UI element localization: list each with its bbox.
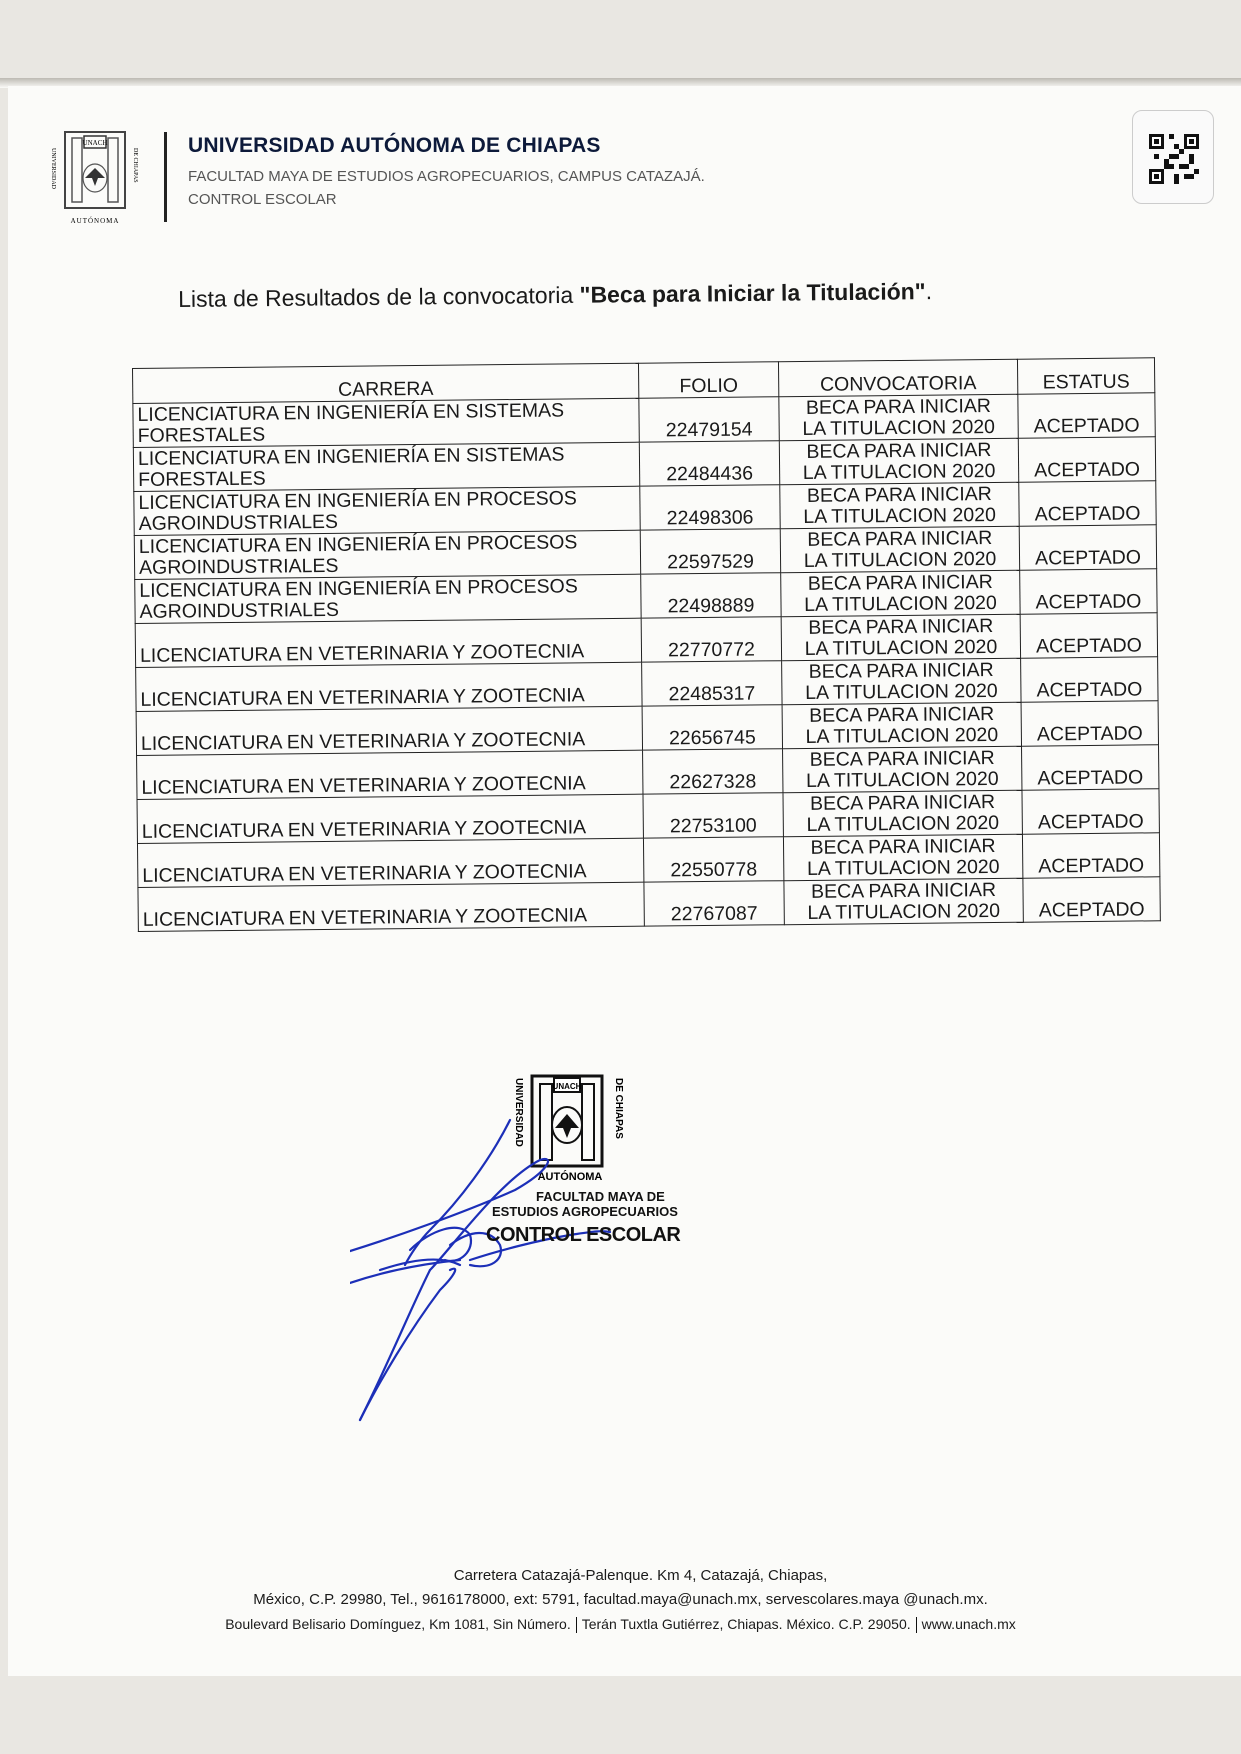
university-logo	[40, 128, 150, 228]
cell-carrera	[137, 794, 643, 843]
cell-convocatoria	[783, 790, 1022, 837]
cell-estatus: ACEPTADO	[1022, 789, 1159, 834]
convocatoria-line: LA TITULACION 2020	[803, 547, 997, 572]
carrera-line: AGROINDUSTRIALES	[138, 554, 339, 579]
footer-main-campus	[0, 1616, 1241, 1633]
convocatoria-line: LA TITULACION 2020	[804, 635, 998, 660]
footer-address: Carretera Catazajá-Palenque. Km 4, Catazajá, Chiapas,	[453, 1567, 828, 1584]
convocatoria-line: LA TITULACION 2020	[805, 679, 998, 704]
footer-contact: México, C.P. 29980, Tel., 9616178000, ext: 5791, facultad.maya@unach.mx, servescolares.maya @unach.mx.	[253, 1591, 988, 1608]
carrera-line: LICENCIATURA EN VETERINARIA Y ZOOTECNIA	[142, 904, 588, 931]
convocatoria-line: BECA PARA INICIAR	[810, 790, 996, 815]
convocatoria-line: BECA PARA INICIAR	[807, 570, 993, 595]
cell-estatus: ACEPTADO	[1019, 481, 1156, 526]
stamp-line-2: ESTUDIOS AGROPECUARIOS	[492, 1204, 678, 1219]
convocatoria-line: LA TITULACION 2020	[802, 459, 996, 484]
carrera-line: LICENCIATURA EN VETERINARIA Y ZOOTECNIA	[140, 684, 585, 711]
convocatoria-line: BECA PARA INICIAR	[806, 439, 992, 463]
cell-carrera	[137, 750, 643, 799]
cell-folio: 22550778	[643, 837, 783, 882]
header-estatus: ESTATUS	[1017, 358, 1154, 394]
cell-estatus: ACEPTADO	[1020, 613, 1157, 658]
cell-estatus: ACEPTADO	[1021, 657, 1158, 702]
footer-website: www.unach.mx	[921, 1616, 1016, 1632]
cell-folio: 22753100	[643, 793, 783, 838]
carrera-line: LICENCIATURA EN INGENIERÍA EN PROCESOS	[138, 531, 578, 558]
convocatoria-line: BECA PARA INICIAR	[810, 834, 996, 859]
cell-carrera	[138, 882, 644, 931]
carrera-line: LICENCIATURA EN VETERINARIA Y ZOOTECNIA	[142, 860, 587, 887]
convocatoria-line: LA TITULACION 2020	[807, 899, 1001, 924]
cell-convocatoria	[779, 394, 1018, 441]
carrera-line: LICENCIATURA EN INGENIERÍA EN PROCESOS	[138, 487, 577, 514]
cell-folio: 22498306	[640, 485, 780, 530]
logo-side-left: UNIVERSIDAD	[50, 148, 56, 189]
university-name: UNIVERSIDAD AUTÓNOMA DE CHIAPAS	[188, 134, 601, 157]
cell-folio: 22498889	[641, 573, 781, 618]
convocatoria-line: BECA PARA INICIAR	[807, 527, 993, 551]
cell-carrera	[135, 574, 641, 623]
footer-city: Terán Tuxtla Gutiérrez, Chiapas. México. C.P. 29050.	[581, 1616, 911, 1632]
stamp-line-1: FACULTAD MAYA DE	[536, 1189, 665, 1204]
footer-separator	[576, 1617, 577, 1633]
convocatoria-line: LA TITULACION 2020	[803, 503, 996, 528]
cell-carrera	[133, 398, 639, 447]
cell-convocatoria	[781, 614, 1020, 661]
convocatoria-line: LA TITULACION 2020	[805, 723, 999, 748]
stamp-side-right: DE CHIAPAS	[613, 1078, 624, 1139]
cell-convocatoria	[783, 746, 1022, 793]
carrera-line: LICENCIATURA EN VETERINARIA Y ZOOTECNIA	[140, 728, 586, 755]
convocatoria-line: BECA PARA INICIAR	[808, 614, 994, 639]
cell-convocatoria	[782, 702, 1021, 749]
convocatoria-line: BECA PARA INICIAR	[809, 746, 995, 771]
carrera-line: LICENCIATURA EN INGENIERÍA EN SISTEMAS	[137, 399, 565, 426]
cell-carrera	[133, 442, 639, 491]
logo-text: UNACH	[82, 139, 108, 147]
stamp-bottom-text: AUTÓNOMA	[537, 1171, 603, 1183]
cell-folio: 22597529	[640, 529, 780, 574]
qr-code	[1132, 110, 1214, 204]
cell-carrera	[134, 486, 640, 535]
cell-folio: 22656745	[642, 705, 782, 750]
faculty-name: FACULTAD MAYA DE ESTUDIOS AGROPECUARIOS, CAMPUS CATAZAJÁ.	[188, 168, 705, 185]
cell-carrera	[135, 618, 641, 667]
cell-estatus: ACEPTADO	[1019, 525, 1156, 570]
cell-folio: 22767087	[644, 881, 784, 926]
header-folio: FOLIO	[638, 362, 778, 398]
footer-boulevard: Boulevard Belisario Domínguez, Km 1081, Sin Número.	[225, 1616, 571, 1632]
convocatoria-line: BECA PARA INICIAR	[806, 483, 992, 507]
convocatoria-line: LA TITULACION 2020	[806, 855, 1000, 880]
cell-convocatoria	[784, 878, 1023, 925]
cell-estatus: ACEPTADO	[1023, 877, 1160, 922]
stamp-side-left: UNIVERSIDAD	[513, 1078, 524, 1147]
convocatoria-line: LA TITULACION 2020	[806, 811, 1000, 836]
cell-estatus: ACEPTADO	[1021, 701, 1158, 746]
carrera-line: LICENCIATURA EN VETERINARIA Y ZOOTECNIA	[139, 640, 585, 667]
carrera-line: AGROINDUSTRIALES	[138, 510, 339, 535]
convocatoria-line: BECA PARA INICIAR	[809, 702, 995, 727]
header-convocatoria: CONVOCATORIA	[778, 359, 1017, 397]
title-emphasis: "Beca para Iniciar la Titulación"	[579, 278, 926, 308]
cell-convocatoria	[780, 526, 1019, 573]
department-name: CONTROL ESCOLAR	[188, 191, 337, 208]
title-prefix: Lista de Resultados de la convocatoria	[178, 281, 580, 312]
cell-convocatoria	[781, 570, 1020, 617]
carrera-line: LICENCIATURA EN VETERINARIA Y ZOOTECNIA	[141, 816, 587, 843]
convocatoria-line: BECA PARA INICIAR	[808, 658, 994, 683]
cell-folio: 22627328	[643, 749, 783, 794]
cell-estatus: ACEPTADO	[1018, 437, 1155, 482]
carrera-line: FORESTALES	[137, 423, 266, 447]
carrera-line: AGROINDUSTRIALES	[139, 598, 340, 623]
cell-folio: 22479154	[639, 397, 779, 442]
cell-folio: 22485317	[642, 661, 782, 706]
cell-folio: 22484436	[639, 441, 779, 486]
carrera-line: LICENCIATURA EN INGENIERÍA EN SISTEMAS	[137, 443, 565, 470]
cell-estatus: ACEPTADO	[1022, 745, 1159, 790]
cell-estatus: ACEPTADO	[1018, 393, 1155, 438]
convocatoria-line: LA TITULACION 2020	[805, 767, 999, 792]
convocatoria-line: BECA PARA INICIAR	[805, 395, 992, 419]
carrera-line: FORESTALES	[138, 467, 266, 491]
cell-estatus: ACEPTADO	[1022, 833, 1159, 878]
logo-side-right: DE CHIAPAS	[132, 148, 138, 183]
cell-convocatoria	[780, 482, 1019, 529]
cell-convocatoria	[779, 438, 1018, 485]
title-suffix: .	[925, 278, 933, 305]
cell-carrera	[134, 530, 640, 579]
carrera-line: LICENCIATURA EN INGENIERÍA EN PROCESOS	[139, 575, 578, 602]
convocatoria-line: LA TITULACION 2020	[804, 591, 997, 616]
header-divider	[164, 132, 167, 222]
cell-folio: 22770772	[641, 617, 781, 662]
cell-carrera	[136, 662, 642, 711]
cell-carrera	[136, 706, 642, 755]
logo-bottom-text: AUTÓNOMA	[70, 217, 120, 225]
cell-convocatoria	[782, 658, 1021, 705]
header-carrera: CARRERA	[133, 363, 639, 403]
footer-separator	[916, 1617, 917, 1633]
cell-estatus: ACEPTADO	[1020, 569, 1157, 614]
results-table	[132, 357, 1161, 932]
convocatoria-line: BECA PARA INICIAR	[810, 878, 997, 903]
carrera-line: LICENCIATURA EN VETERINARIA Y ZOOTECNIA	[141, 772, 586, 799]
stamp-line-3: CONTROL ESCOLAR	[486, 1224, 681, 1246]
cell-convocatoria	[783, 834, 1022, 881]
stamp-logo-text: UNACH	[552, 1082, 582, 1091]
convocatoria-line: LA TITULACION 2020	[802, 415, 996, 440]
cell-carrera	[137, 838, 643, 887]
